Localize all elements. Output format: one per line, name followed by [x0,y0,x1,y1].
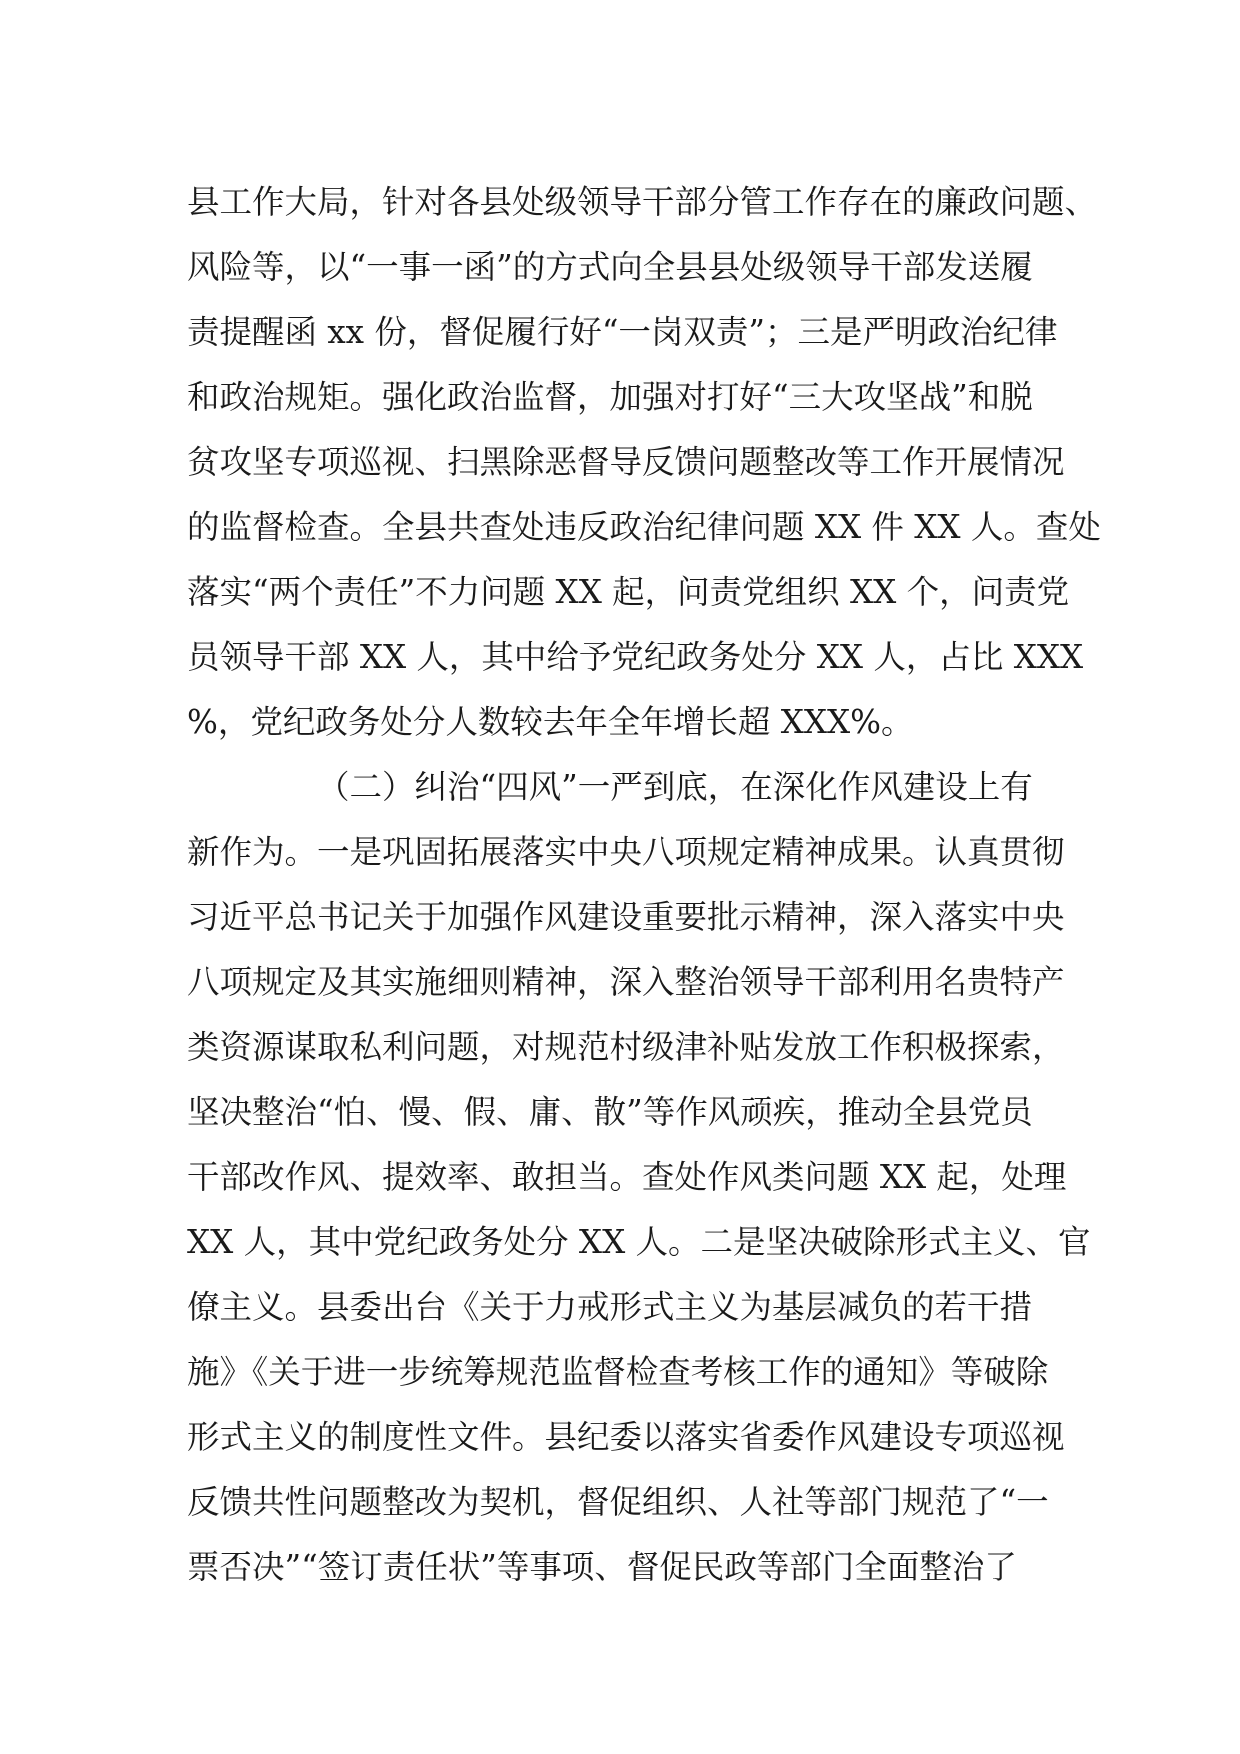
text-line: 八项规定及其实施细则精神，深入整治领导干部利用名贵特产 [187,963,1065,1001]
body-text [187,170,1101,1600]
text-line: 落实“两个责任”不力问题 XX 起，问责党组织 XX 个，问责党 [187,573,1070,611]
text-line: 新作为。一是巩固拓展落实中央八项规定精神成果。认真贯彻 [187,833,1065,871]
text-line: 贫攻坚专项巡视、扫黑除恶督导反馈问题整改等工作开展情况 [187,443,1065,481]
text-line: 县工作大局，针对各县处级领导干部分管工作存在的廉政问题、 [187,183,1098,221]
text-line: 反馈共性问题整改为契机，督促组织、人社等部门规范了“一 [187,1483,1049,1521]
text-line: 僚主义。县委出台《关于力戒形式主义为基层减负的若干措 [187,1288,1033,1326]
text-line: %，党纪政务处分人数较去年全年增长超 XXX%。 [187,703,914,741]
text-line: 的监督检查。全县共查处违反政治纪律问题 XX 件 XX 人。查处 [187,508,1101,546]
text-line: XX 人，其中党纪政务处分 XX 人。二是坚决破除形式主义、官 [187,1223,1091,1261]
text-line: 票否决”“签订责任状”等事项、督促民政等部门全面整治了 [187,1548,1017,1586]
text-line: 习近平总书记关于加强作风建设重要批示精神，深入落实中央 [187,898,1065,936]
text-line: 风险等，以“一事一函”的方式向全县县处级领导干部发送履 [187,248,1033,286]
text-line: 形式主义的制度性文件。县纪委以落实省委作风建设专项巡视 [187,1418,1065,1456]
text-line: 和政治规矩。强化政治监督，加强对打好“三大攻坚战”和脱 [187,378,1033,416]
text-line: 员领导干部 XX 人，其中给予党纪政务处分 XX 人，占比 XXX [187,638,1084,676]
text-line: 类资源谋取私利问题，对规范村级津补贴发放工作积极探索， [187,1028,1065,1066]
section-heading-line: （二）纠治“四风”一严到底，在深化作风建设上有 [317,768,1033,806]
text-line: 干部改作风、提效率、敢担当。查处作风类问题 XX 起，处理 [187,1158,1067,1196]
text-line: 坚决整治“怕、慢、假、庸、散”等作风顽疾，推动全县党员 [187,1093,1033,1131]
text-line: 施》《关于进一步统筹规范监督检查考核工作的通知》等破除 [187,1353,1049,1391]
text-line: 责提醒函 xx 份，督促履行好“一岗双责”；三是严明政治纪律 [187,313,1058,351]
